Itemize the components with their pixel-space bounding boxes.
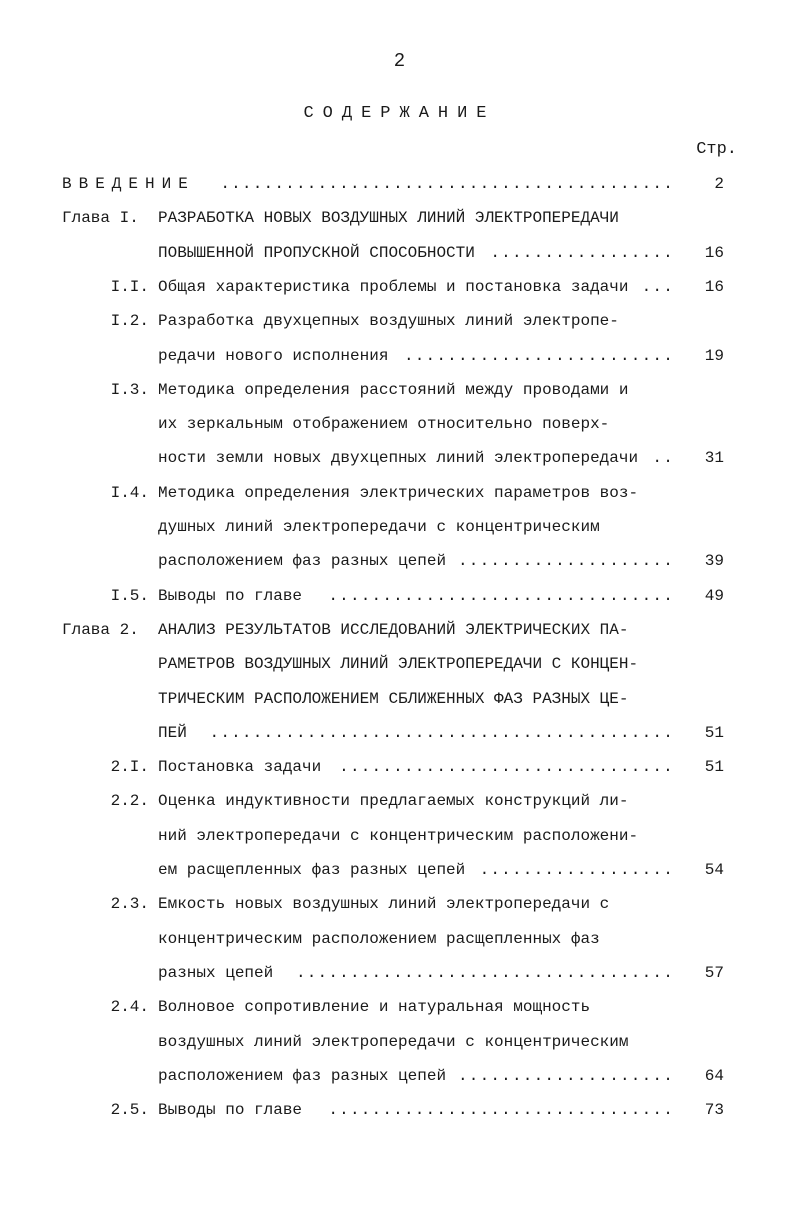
toc-line — [0, 1093, 799, 1127]
toc-entry-page: 16 — [704, 243, 724, 262]
toc-entry-text: концентрическим расположением расщепленных фаз — [158, 929, 600, 948]
toc-entry-text: Разработка двухцепных воздушных линий электропе- — [158, 312, 619, 331]
toc-line — [0, 647, 799, 681]
toc-line — [0, 167, 799, 201]
toc-entry-page: 49 — [704, 586, 724, 605]
toc-entry-text: Волновое сопротивление и натуральная мощность — [158, 998, 591, 1017]
toc-entry-page: 19 — [704, 346, 724, 365]
toc-line — [0, 304, 799, 338]
toc-entry-label: I.2. — [110, 312, 149, 331]
leader-dots: ........................................... — [209, 723, 674, 742]
toc-line — [0, 510, 799, 544]
toc-line — [0, 476, 799, 510]
toc-line — [0, 750, 799, 784]
toc-line — [0, 819, 799, 853]
leader-dots: ................................ — [328, 586, 674, 605]
toc-entry-label: 2.2. — [110, 792, 149, 811]
toc-line — [0, 270, 799, 304]
leader-dots: ... — [641, 277, 674, 296]
page-number: 2 — [393, 50, 406, 72]
toc-entry-text: Выводы по главе — [158, 586, 303, 605]
toc-entry-text: редачи нового исполнения — [158, 346, 389, 365]
toc-entry-text: ПОВЫШЕННОЙ ПРОПУСКНОЙ СПОСОБНОСТИ — [158, 243, 475, 262]
toc-entry-label: I.3. — [110, 380, 149, 399]
toc-line — [0, 956, 799, 990]
leader-dots: ............................... — [339, 758, 674, 777]
toc-entry-text: Выводы по главе — [158, 1101, 303, 1120]
toc-entry-label: Глава I. — [62, 209, 139, 228]
toc-entry-text: Емкость новых воздушных линий электропередачи с — [158, 895, 610, 914]
toc-entry-page: 57 — [704, 963, 724, 982]
toc-entry-page: 64 — [704, 1066, 724, 1085]
toc-entry-label: 2.5. — [110, 1101, 149, 1120]
toc-entry-text: воздушных линий электропередачи с концентрическим — [158, 1032, 629, 1051]
toc-entry-text: их зеркальным отображением относительно поверх- — [158, 415, 610, 434]
toc-entry-text: душных линий электропередачи с концентрическим — [158, 518, 600, 536]
toc-entry-label: 2.3. — [110, 895, 149, 914]
toc-entry-text: Методика определения расстояний между проводами и — [158, 380, 629, 399]
leader-dots: ......................... — [403, 346, 674, 365]
toc-entry-text: расположением фаз разных цепей — [158, 1066, 447, 1085]
toc-entry-text: Методика определения электрических параметров воз- — [158, 483, 639, 502]
toc-entry-text: расположением фаз разных цепей — [158, 552, 447, 571]
toc-entry-text: Постановка задачи — [158, 758, 322, 777]
toc-entry-text: РАМЕТРОВ ВОЗДУШНЫХ ЛИНИЙ ЭЛЕКТРОПЕРЕДАЧИ С КОНЦЕН- — [158, 655, 639, 674]
toc-entry-page: 54 — [704, 861, 724, 879]
toc-line — [0, 441, 799, 475]
toc-line — [0, 1059, 799, 1093]
toc-entry-page: 73 — [704, 1101, 724, 1120]
leader-dots: ................. — [490, 243, 674, 262]
page-title: СОДЕРЖАНИЕ — [303, 104, 496, 123]
leader-dots: .................. — [479, 861, 674, 879]
toc-line — [0, 716, 799, 750]
toc-line — [0, 853, 799, 887]
toc-entry-label: I.I. — [110, 277, 149, 296]
leader-dots: ................................... — [295, 963, 674, 982]
toc-entry-label: I.5. — [110, 586, 149, 605]
toc-entry-text: ТРИЧЕСКИМ РАСПОЛОЖЕНИЕМ СБЛИЖЕННЫХ ФАЗ РАЗНЫХ ЦЕ- — [158, 689, 629, 708]
toc-entry-text: ности земли новых двухцепных линий электропередачи — [158, 449, 639, 468]
toc-line — [0, 990, 799, 1024]
toc-entry-text: РАЗРАБОТКА НОВЫХ ВОЗДУШНЫХ ЛИНИЙ ЭЛЕКТРОПЕРЕДАЧИ — [158, 209, 619, 228]
toc-entry-text: ем расщепленных фаз разных цепей — [158, 861, 466, 879]
toc-line — [0, 784, 799, 818]
leader-dots: ................................ — [328, 1101, 674, 1120]
toc-line — [0, 579, 799, 613]
toc-entry-label: ВВЕДЕНИЕ — [62, 175, 195, 193]
toc-entry-text: ний электропередачи с концентрическим расположени- — [158, 826, 639, 845]
leader-dots: .. — [652, 449, 674, 468]
toc-entry-text: разных цепей — [158, 963, 274, 982]
toc-entry-page: 31 — [704, 449, 724, 468]
toc-line — [0, 407, 799, 441]
toc-line — [0, 682, 799, 716]
toc-line — [0, 201, 799, 235]
toc-line — [0, 613, 799, 647]
toc-entry-page: 51 — [704, 723, 724, 742]
toc-entry-text: Оценка индуктивности предлагаемых конструкций ли- — [158, 792, 629, 811]
toc-entry-label: I.4. — [110, 483, 149, 502]
toc-entry-text: ПЕЙ — [158, 723, 187, 742]
leader-dots: .......................................... — [220, 175, 674, 193]
page-column-label: Стр. — [696, 140, 737, 159]
toc-entry-page: 51 — [704, 758, 724, 777]
toc-entry-label: 2.4. — [110, 998, 149, 1017]
leader-dots: .................... — [457, 1066, 674, 1085]
toc-line — [0, 373, 799, 407]
toc-line — [0, 236, 799, 270]
toc-entry-page: 16 — [704, 277, 724, 296]
toc-entry-text: Общая характеристика проблемы и постановка задачи — [158, 277, 629, 296]
toc-line — [0, 339, 799, 373]
toc-entry-text: АНАЛИЗ РЕЗУЛЬТАТОВ ИССЛЕДОВАНИЙ ЭЛЕКТРИЧЕСКИХ ПА- — [158, 620, 629, 639]
toc-entry-label: Глава 2. — [62, 620, 139, 639]
toc-line — [0, 544, 799, 578]
toc-line — [0, 1025, 799, 1059]
toc-entry-label: 2.I. — [110, 758, 149, 777]
toc-line — [0, 922, 799, 956]
toc-line — [0, 887, 799, 921]
toc-entry-page: 39 — [704, 552, 724, 571]
leader-dots: .................... — [457, 552, 674, 571]
toc-entry-page: 2 — [714, 175, 724, 193]
